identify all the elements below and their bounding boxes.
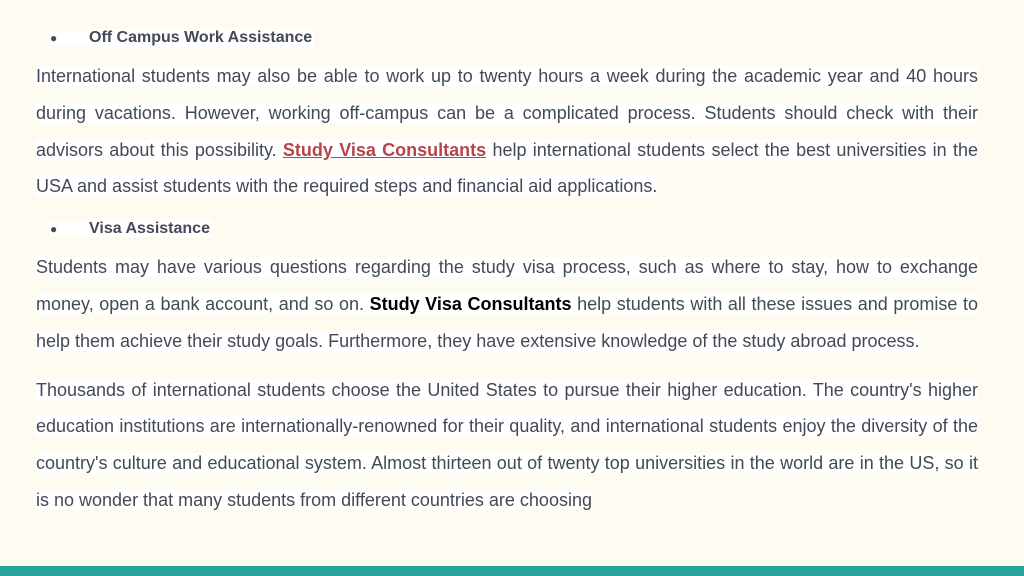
footer-bar <box>0 566 1024 576</box>
study-visa-consultants-link[interactable]: Study Visa Consultants <box>282 139 487 160</box>
bullet-icon: ● <box>50 31 87 45</box>
heading-off-campus-work: Off Campus Work Assistance <box>89 29 313 46</box>
paragraph-off-campus <box>36 58 978 205</box>
bullet-icon: ● <box>50 222 87 236</box>
paragraph-off-campus-text-1: International students may also be able to work up to twenty hours a week during the academic year and 40 hours during vacations. However, working off-campus can be a complicated process. Students should check with their advisors about this possibility. <box>36 66 978 160</box>
paragraph-visa-text-2: help students with all these issues and promise to help them achieve their study goals. Furthermore, they have extensive knowledge of the study abroad process. <box>36 293 978 351</box>
study-visa-consultants-bold: Study Visa Consultants <box>369 293 572 314</box>
paragraph-usa-education-text: Thousands of international students choose the United States to pursue their higher education. The country's higher education institutions are internationally-renowned for their quality, and international students enjoy the diversity of the country's culture and educational system. Almost thirteen out of twenty top universities in the world are in the US, so it is no wonder that many students from different countries are choosing <box>36 379 978 510</box>
heading-visa-assistance: Visa Assistance <box>89 220 210 238</box>
paragraph-visa-assistance <box>36 249 978 359</box>
paragraph-usa-education <box>36 372 978 519</box>
paragraph-visa-text-1: Students may have various questions regarding the study visa process, such as where to stay, how to exchange money, open a bank account, and so on. <box>36 257 978 314</box>
document-content <box>36 24 978 519</box>
paragraph-off-campus-text-2: help international students select the best universities in the USA and assist students with the required steps and financial aid applications. <box>36 139 978 197</box>
section-heading-visa <box>36 215 978 243</box>
section-heading-off-campus <box>36 24 978 52</box>
